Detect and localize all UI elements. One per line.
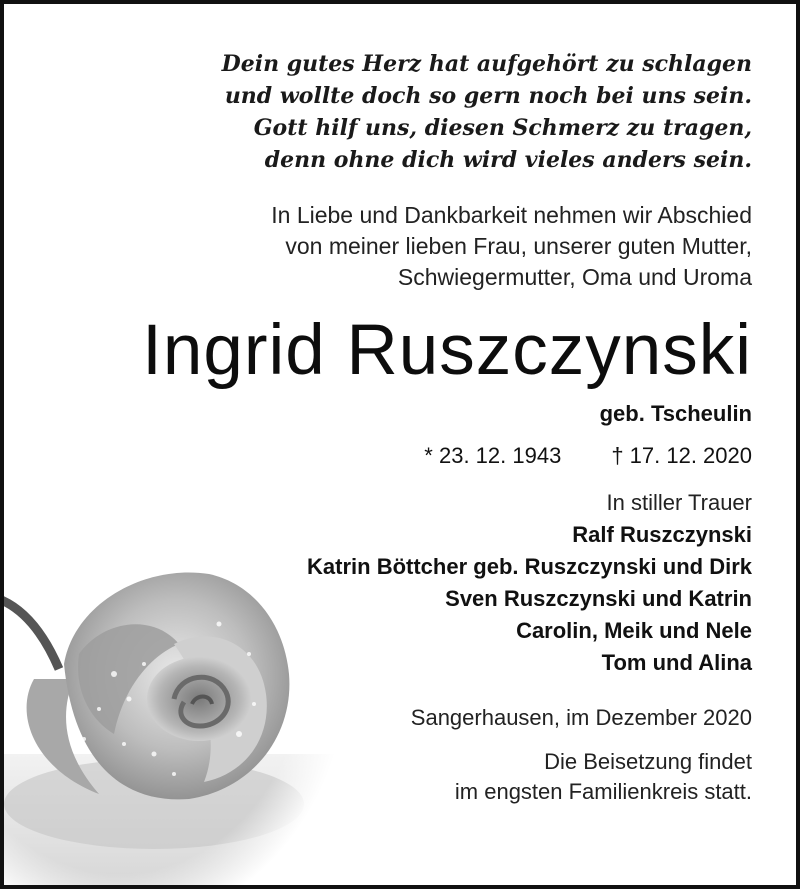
mourner-name: Ralf Ruszczynski [572,522,752,547]
farewell-intro [52,200,752,293]
mourner-name: Carolin, Meik und Nele [516,618,752,643]
funeral-line: im engsten Familienkreis statt. [454,779,752,804]
intro-line: Schwiegermutter, Oma und Uroma [397,264,752,290]
funeral-notice [52,747,752,807]
poem-line: und wollte doch so gern noch bei uns sein. [224,83,752,109]
poem-line: denn ohne dich wird vieles anders sein. [264,147,752,173]
mourning-intro: In stiller Trauer [606,490,752,515]
poem-line: Dein gutes Herz hat aufgehört zu schlagen [221,51,752,77]
deceased-name: Ingrid Ruszczynski [142,311,752,390]
intro-line: In Liebe und Dankbarkeit nehmen wir Abschied [271,202,752,228]
funeral-line: Die Beisetzung findet [544,749,752,774]
place-and-date: Sangerhausen, im Dezember 2020 [410,705,752,730]
maiden-name: geb. Tscheulin [599,401,752,426]
mourner-name: Tom und Alina [601,650,752,675]
memorial-poem [52,48,752,176]
death-date: † 17. 12. 2020 [611,443,752,468]
obituary-content [52,48,752,807]
mourners-list [52,487,752,679]
intro-line: von meiner lieben Frau, unserer guten Mutter, [285,233,752,259]
life-dates [52,441,752,471]
poem-line: Gott hilf uns, diesen Schmerz zu tragen, [253,115,752,141]
birth-date: * 23. 12. 1943 [424,443,562,468]
mourner-name: Katrin Böttcher geb. Ruszczynski und Dirk [307,554,752,579]
mourner-name: Sven Ruszczynski und Katrin [445,586,752,611]
